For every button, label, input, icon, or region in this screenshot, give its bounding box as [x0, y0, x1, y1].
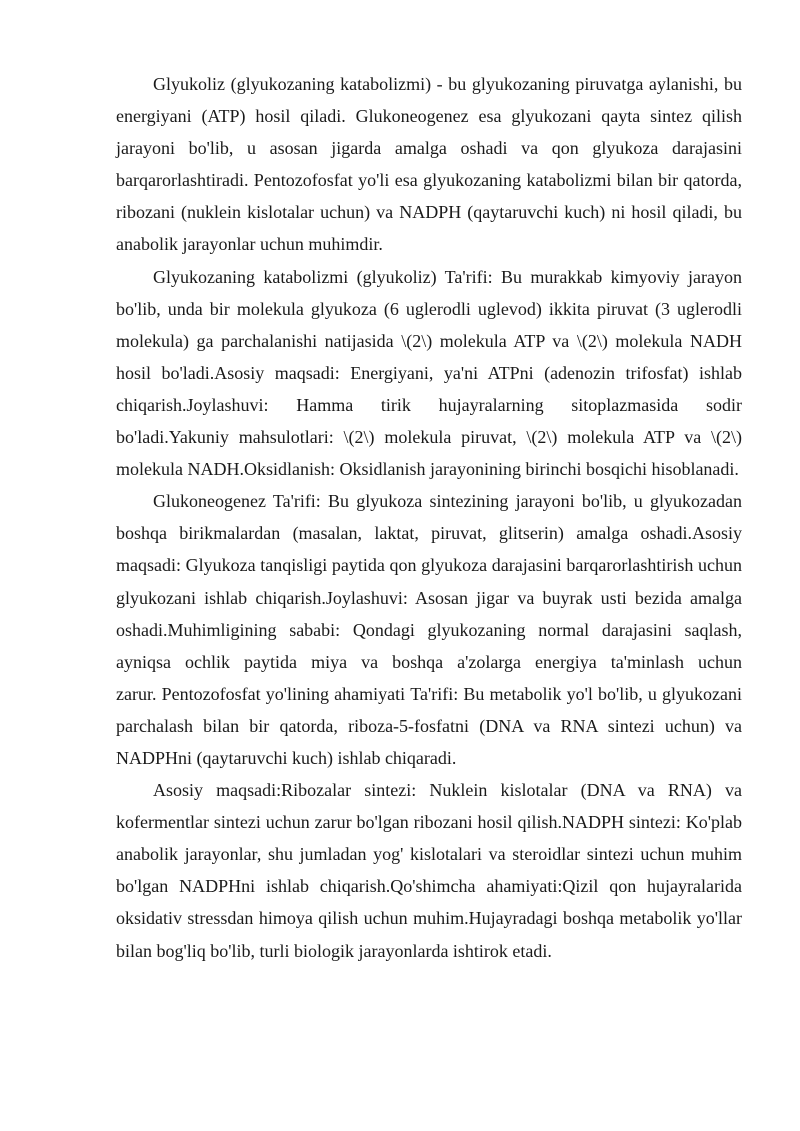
- document-page: [116, 68, 742, 967]
- paragraph-gluconeogenesis: Glukoneogenez Ta'rifi: Bu glyukoza sintezining jarayoni bo'lib, u glyukozadan boshqa birikmalardan (masalan, laktat, piruvat, glitserin) amalga oshadi.Asosiy maqsadi: Glyukoza tanqisligi paytida qon glyukoza darajasini barqarorlashtirish uchun glyukozani ishlab chiqarish.Joylashuvi: Asosan jigar va buyrak usti bezida amalga oshadi.Muhimligining sababi: Qondagi glyukozaning normal darajasini saqlash, ayniqsa ochlik paytida miya va boshqa a'zolarga energiya ta'minlash uchun zarur. Pentozofosfat yo'lining ahamiyati Ta'rifi: Bu metabolik yo'l bo'lib, u glyukozani parchalash bilan bir qatorda, riboza-5-fosfatni (DNA va RNA sintezi uchun) va NADPHni (qaytaruvchi kuch) ishlab chiqaradi.: [116, 491, 742, 768]
- paragraph-glycolysis-definition: Glyukozaning katabolizmi (glyukoliz) Ta'rifi: Bu murakkab kimyoviy jarayon bo'lib, unda bir molekula glyukoza (6 uglerodli uglevod) ikkita piruvat (3 uglerodli molekula) ga parchalanishi natijasida \(2\) molekula ATP va \(2\) molekula NADH hosil bo'ladi.Asosiy maqsadi: Energiyani, ya'ni ATPni (adenozin trifosfat) ishlab chiqarish.Joylashuvi: Hamma tirik hujayralarning sitoplazmasida sodir bo'ladi.Yakuniy mahsulotlari: \(2\) molekula piruvat, \(2\) molekula ATP va \(2\) molekula NADH.Oksidlanish: Oksidlanish jarayonining birinchi bosqichi hisoblanadi.: [116, 266, 742, 480]
- paragraph-pentose-phosphate: Asosiy maqsadi:Ribozalar sintezi: Nuklein kislotalar (DNA va RNA) va kofermentlar sintezi uchun zarur bo'lgan ribozani hosil qilish.NADPH sintezi: Ko'plab anabolik jarayonlar, shu jumladan yog' kislotalari va steroidlar sintezi uchun muhim bo'lgan NADPHni ishlab chiqarish.Qo'shimcha ahamiyati:Qizil qon hujayralarida oksidativ stressdan himoya qilish uchun muhim.Hujayradagi boshqa metabolik yo'llar bilan bog'liq bo'lib, turli biologik jarayonlarda ishtirok etadi.: [116, 780, 742, 961]
- paragraph-glycolysis-intro: Glyukoliz (glyukozaning katabolizmi) - bu glyukozaning piruvatga aylanishi, bu energiyani (ATP) hosil qiladi. Glukoneogenez esa glyukozani qayta sintez qilish jarayoni bo'lib, u asosan jigarda amalga oshadi va qon glyukoza darajasini barqarorlashtiradi. Pentozofosfat yo'li esa glyukozaning katabolizmi bilan bir qatorda, ribozani (nuklein kislotalar uchun) va NADPH (qaytaruvchi kuch) ni hosil qiladi, bu anabolik jarayonlar uchun muhimdir.: [116, 74, 742, 255]
